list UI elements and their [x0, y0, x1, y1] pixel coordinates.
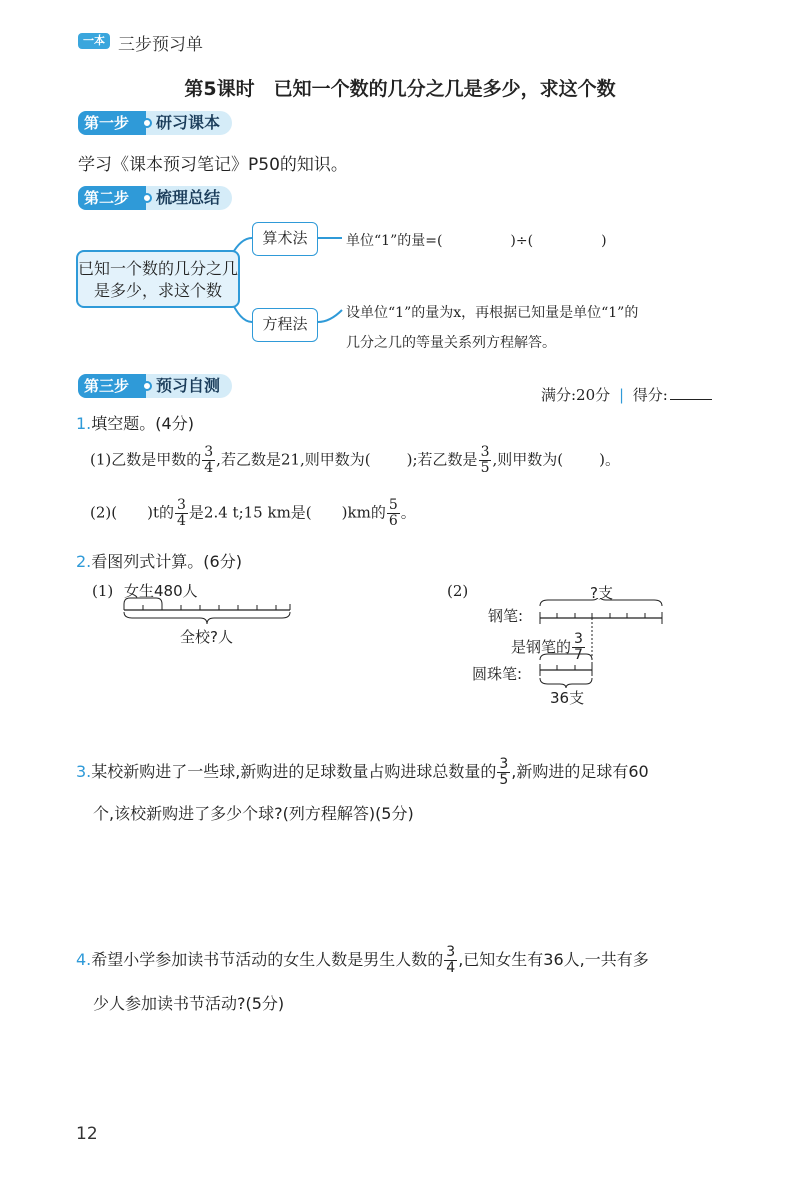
q1-part2: (2)( )t的 $\frac{3}{4}$ 是2.4 t;15 km是( )km的 $\frac{5}{6}$ 。: [90, 497, 416, 529]
q2-d2-row2-label: 圆珠笔:: [472, 665, 523, 683]
step3-header: [78, 374, 258, 398]
bullet-icon: [142, 381, 152, 391]
q2-d2-bottom-label: 36支: [550, 689, 585, 707]
arithmetic-method-box: 算术法: [252, 222, 318, 256]
q2-title: 2.看图列式计算。(6分): [76, 552, 242, 571]
q2-diagram1: [120, 596, 300, 630]
step1-label: 研习课本: [146, 111, 232, 135]
q3-line1: 3.某校新购进了一些球,新购进的足球数量占购进球总数量的 $\frac{3}{5}$ ,新购进的足球有60: [76, 756, 649, 788]
q2-d1-bottom-label: 全校?人: [180, 628, 233, 646]
q4-line1: 4.希望小学参加读书节活动的女生人数是男生人数的 $\frac{3}{4}$ ,已知女生有36人,一共有多: [76, 944, 649, 976]
q2-diagram2: [530, 598, 670, 698]
step3-badge: 第三步: [78, 374, 151, 398]
step2-badge: 第二步: [78, 186, 151, 210]
q1-part1: (1)乙数是甲数的 $\frac{3}{4}$ ,若乙数是21,则甲数为( );若乙数是 $\frac{3}{5}$ ,则甲数为( )。: [90, 444, 620, 476]
step2-label: 梳理总结: [146, 186, 232, 210]
equation-method-box: 方程法: [252, 308, 318, 342]
step3-label: 预习自测: [146, 374, 232, 398]
step1-badge: 第一步: [78, 111, 151, 135]
brand-logo: 一本: [78, 33, 110, 49]
q2-d1-top-label: 女生480人: [124, 582, 198, 600]
score-blank[interactable]: [670, 399, 712, 400]
q4-line2: 少人参加读书节活动?(5分): [93, 994, 285, 1013]
equation-method-line1: 设单位“1”的量为x，再根据已知量是单位“1”的: [346, 305, 639, 321]
q3-line2: 个,该校新购进了多少个球?(列方程解答)(5分): [93, 804, 414, 823]
q2-d2-middle-label: 是钢笔的 $\frac{3}{7}$: [511, 631, 583, 663]
q2-d2-top-label: ?支: [590, 584, 613, 602]
equation-method-line2: 几分之几的等量关系列方程解答。: [346, 335, 556, 351]
q2-d1-label: (1): [92, 582, 114, 600]
arithmetic-formula: 单位“1”的量=( )÷( ): [346, 233, 607, 249]
score-box: 满分:20分 | 得分:: [541, 384, 712, 405]
page-number: 12: [76, 1124, 98, 1144]
q1-title: 1.填空题。(4分): [76, 414, 194, 433]
q2-d2-row1-label: 钢笔:: [488, 607, 524, 625]
series-title: 三步预习单: [118, 35, 203, 55]
q2-d2-label: (2): [447, 582, 469, 600]
lesson-title: 第5课时 已知一个数的几分之几是多少，求这个数: [184, 78, 616, 100]
step1-content: 学习《课本预习笔记》P50的知识。: [78, 155, 348, 175]
mindmap-main-box: 已知一个数的几分之几是多少，求这个数: [76, 250, 240, 308]
